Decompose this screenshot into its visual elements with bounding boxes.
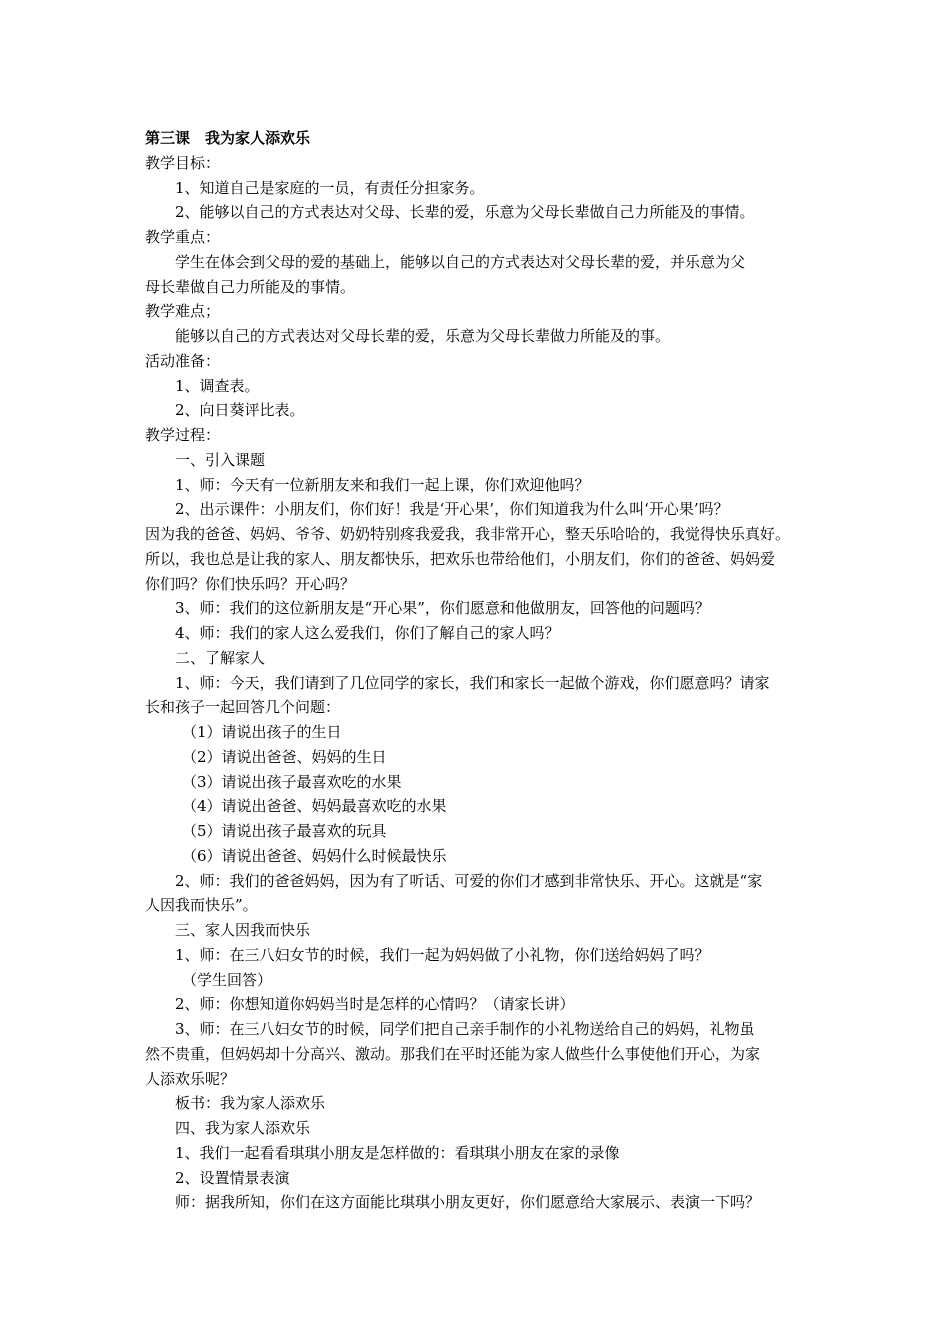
text-line: 三、家人因我而快乐 (175, 921, 311, 939)
lesson-plan-body (145, 126, 815, 1215)
text-line: （5）请说出孩子最喜欢的玩具 (182, 822, 387, 840)
text-line: 1、知道自己是家庭的一员，有责任分担家务。 (175, 178, 485, 197)
text-line: 教学重点： (145, 228, 221, 246)
text-line: 活动准备： (145, 351, 221, 370)
text-line: 2、向日葵评比表。 (175, 401, 305, 420)
text-line: 学生在体会到父母的爱的基础上，能够以自己的方式表达对父母长辈的爱，并乐意为父 (175, 252, 746, 271)
text-line: 因为我的爸爸、妈妈、爷爷、奶奶特别疼我爱我，我非常开心，整天乐哈哈的，我觉得快乐真好。 (145, 525, 791, 543)
text-line: 3、师：在三八妇女节的时候，同学们把自己亲手制作的小礼物送给自己的妈妈，礼物虽 (175, 1020, 755, 1038)
text-line: 2、出示课件：小朋友们，你们好！我是‘开心果’，你们知道我为什么叫‘开心果’吗？ (175, 500, 729, 519)
text-line: 人添欢乐呢？ (145, 1069, 236, 1088)
text-line: 人因我而快乐”。 (145, 896, 258, 915)
text-line: 3、师：我们的这位新朋友是“开心果”，你们愿意和他做朋友，回答他的问题吗？ (175, 599, 710, 618)
text-line: 母长辈做自己力所能及的事情。 (145, 277, 356, 296)
text-line: 1、我们一起看看琪琪小朋友是怎样做的：看琪琪小朋友在家的录像 (175, 1143, 620, 1162)
text-line: 师：据我所知，你们在这方面能比琪琪小朋友更好，你们愿意给大家展示、表演一下吗？ (175, 1193, 761, 1212)
text-line: 教学难点； (145, 302, 221, 321)
text-line: （2）请说出爸爸、妈妈的生日 (182, 747, 387, 766)
lesson-title: 第三课 我为家人添欢乐 (145, 129, 311, 147)
text-line: 板书：我为家人添欢乐 (175, 1094, 326, 1113)
text-line: 长和孩子一起回答几个问题： (145, 698, 341, 717)
text-line: 教学目标： (145, 153, 221, 172)
lesson-text (145, 151, 815, 1215)
text-line: 2、师：你想知道你妈妈当时是怎样的心情吗？（请家长讲） (175, 995, 575, 1014)
text-line: 教学过程： (145, 426, 221, 444)
text-line: 然不贵重，但妈妈却十分高兴、激动。那我们在平时还能为家人做些什么事使他们开心，为家 (145, 1044, 761, 1063)
text-line: （1）请说出孩子的生日 (182, 723, 342, 741)
text-line: 四、我为家人添欢乐 (175, 1119, 311, 1137)
text-line: 1、调查表。 (175, 376, 260, 395)
text-line: （学生回答） (182, 970, 273, 989)
text-line: 能够以自己的方式表达对父母长辈的爱，乐意为父母长辈做力所能及的事。 (175, 327, 671, 345)
text-line: 2、能够以自己的方式表达对父母、长辈的爱，乐意为父母长辈做自己力所能及的事情。 (175, 203, 755, 222)
text-line: （3）请说出孩子最喜欢吃的水果 (182, 772, 402, 791)
text-line: 1、师：今天，我们请到了几位同学的家长，我们和家长一起做个游戏，你们愿意吗？请家 (175, 673, 770, 692)
text-line: 一、引入课题 (175, 450, 266, 469)
text-line: 4、师：我们的家人这么爱我们，你们了解自己的家人吗？ (175, 624, 560, 642)
text-line: 1、师：在三八妇女节的时候，我们一起为妈妈做了小礼物，你们送给妈妈了吗？ (175, 945, 710, 964)
text-line: 1、师：今天有一位新朋友来和我们一起上课，你们欢迎他吗？ (175, 475, 590, 494)
text-line: （4）请说出爸爸、妈妈最喜欢吃的水果 (182, 797, 447, 816)
text-line: 2、设置情景表演 (175, 1168, 290, 1187)
text-line: 所以，我也总是让我的家人、朋友都快乐，把欢乐也带给他们，小朋友们，你们的爸爸、妈妈爱 (145, 549, 776, 568)
text-line: 二、了解家人 (175, 648, 266, 667)
text-line: （6）请说出爸爸、妈妈什么时候最快乐 (182, 846, 447, 865)
text-line: 2、师：我们的爸爸妈妈，因为有了听话、可爱的你们才感到非常快乐、开心。这就是“家 (175, 871, 763, 890)
text-line: 你们吗？你们快乐吗？开心吗？ (145, 574, 356, 593)
